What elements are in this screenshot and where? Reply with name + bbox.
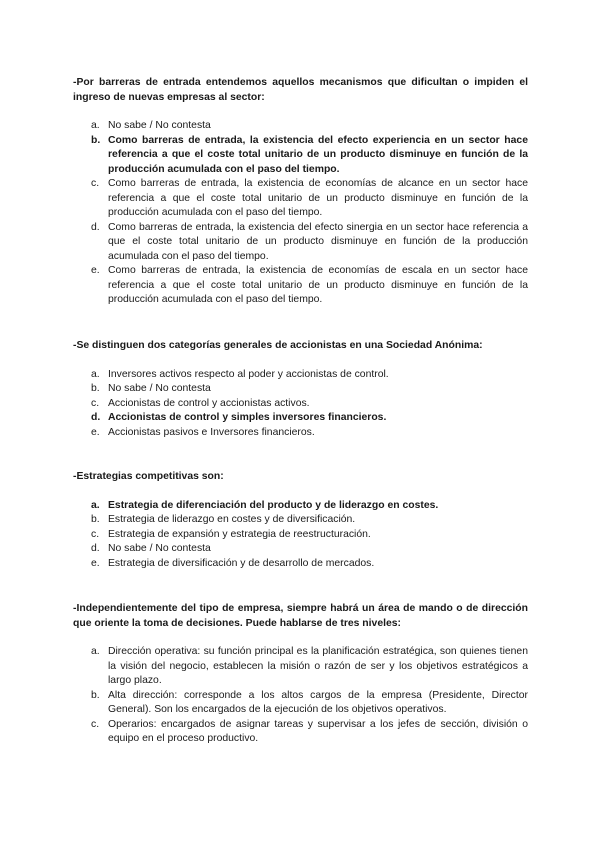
option-e bbox=[73, 264, 528, 308]
option-text: Estrategia de diversificación y de desarrollo de mercados. bbox=[108, 557, 375, 569]
option-c bbox=[73, 177, 528, 221]
option-e bbox=[73, 426, 528, 441]
option-text: Accionistas de control y accionistas activos. bbox=[108, 397, 310, 409]
option-letter: e. bbox=[91, 265, 100, 276]
option-letter: b. bbox=[91, 134, 101, 146]
option-letter: e. bbox=[91, 557, 100, 569]
options-list bbox=[73, 645, 528, 747]
option-letter: c. bbox=[91, 528, 100, 540]
option-letter: d. bbox=[91, 221, 100, 233]
option-text: Operarios: encargados de asignar tareas y supervisar a los jefes de sección, división o equipo en el proceso productivo. bbox=[108, 718, 528, 744]
question-title: -Estrategias competitivas son: bbox=[73, 471, 224, 482]
option-letter: a. bbox=[91, 646, 100, 657]
option-d bbox=[73, 542, 528, 557]
option-letter: c. bbox=[91, 718, 100, 730]
options-list bbox=[73, 119, 528, 308]
option-d-correct bbox=[73, 411, 528, 426]
option-text: No sabe / No contesta bbox=[108, 120, 211, 131]
option-text: Alta dirección: corresponde a los altos cargos de la empresa (Presidente, Director General). Son los encargados de la ejecución de los objetivos operativos. bbox=[108, 689, 528, 715]
question-4 bbox=[73, 602, 528, 747]
question-3 bbox=[73, 470, 528, 571]
question-title: -Por barreras de entrada entendemos aquellos mecanismos que dificultan o impiden el ingreso de nuevas empresas al sector: bbox=[73, 77, 528, 103]
option-letter: c. bbox=[91, 178, 100, 189]
option-letter: d. bbox=[91, 412, 101, 423]
option-text: Como barreras de entrada, la existencia del efecto sinergia en un sector hace referencia a que el coste total unitario de un producto disminuye en función de la producción acumulada con el paso del tiempo. bbox=[108, 221, 528, 262]
option-c bbox=[73, 528, 528, 543]
option-letter: b. bbox=[91, 383, 100, 394]
option-text: Como barreras de entrada, la existencia del efecto experiencia en un sector hace referencia a que el coste total unitario de un producto disminuye en función de la producción acumulada con el paso del tiempo. bbox=[108, 134, 528, 175]
option-c bbox=[73, 718, 528, 747]
option-text: No sabe / No contesta bbox=[108, 543, 211, 554]
option-text: Inversores activos respecto al poder y accionistas de control. bbox=[108, 368, 389, 380]
question-title: -Se distinguen dos categorías generales de accionistas en una Sociedad Anónima: bbox=[73, 340, 483, 351]
option-a bbox=[73, 368, 528, 383]
question-1 bbox=[73, 76, 528, 308]
option-letter: b. bbox=[91, 689, 100, 701]
option-letter: a. bbox=[91, 120, 100, 131]
option-a bbox=[73, 119, 528, 134]
options-list bbox=[73, 368, 528, 441]
option-a-correct bbox=[73, 499, 528, 514]
option-e bbox=[73, 557, 528, 572]
option-text: Accionistas pasivos e Inversores financieros. bbox=[108, 426, 315, 438]
option-letter: b. bbox=[91, 514, 100, 525]
option-b bbox=[73, 513, 528, 528]
option-letter: a. bbox=[91, 368, 100, 380]
question-2 bbox=[73, 339, 528, 440]
option-a bbox=[73, 645, 528, 689]
option-letter: e. bbox=[91, 426, 100, 438]
option-text: Estrategia de expansión y estrategia de reestructuración. bbox=[108, 528, 371, 540]
option-b bbox=[73, 689, 528, 718]
option-c bbox=[73, 397, 528, 412]
option-text: Accionistas de control y simples inversores financieros. bbox=[108, 412, 387, 423]
option-d bbox=[73, 221, 528, 265]
option-letter: a. bbox=[91, 499, 100, 511]
option-letter: c. bbox=[91, 397, 100, 409]
option-text: Estrategia de liderazgo en costes y de diversificación. bbox=[108, 514, 356, 525]
options-list bbox=[73, 499, 528, 572]
option-text: Dirección operativa: su función principal es la planificación estratégica, son quienes tienen la visión del negocio, establecen la misión o razón de ser y los objetivos estratégicos a largo plazo. bbox=[108, 646, 528, 686]
option-text: Como barreras de entrada, la existencia de economías de alcance en un sector hace referencia a que el coste total unitario de un producto disminuye en función de la producción acumulada con el paso del tiempo. bbox=[108, 178, 528, 218]
option-b bbox=[73, 382, 528, 397]
option-letter: d. bbox=[91, 543, 100, 554]
option-text: Como barreras de entrada, la existencia de economías de escala en un sector hace referencia a que el coste total unitario de un producto disminuye en función de la producción acumulada con el paso del tiempo. bbox=[108, 265, 528, 305]
question-title: -Independientemente del tipo de empresa, siempre habrá un área de mando o de dirección que oriente la toma de decisiones. Puede hablarse de tres niveles: bbox=[73, 603, 528, 629]
option-text: Estrategia de diferenciación del producto y de liderazgo en costes. bbox=[108, 499, 439, 511]
option-b-correct bbox=[73, 134, 528, 178]
option-text: No sabe / No contesta bbox=[108, 383, 211, 394]
